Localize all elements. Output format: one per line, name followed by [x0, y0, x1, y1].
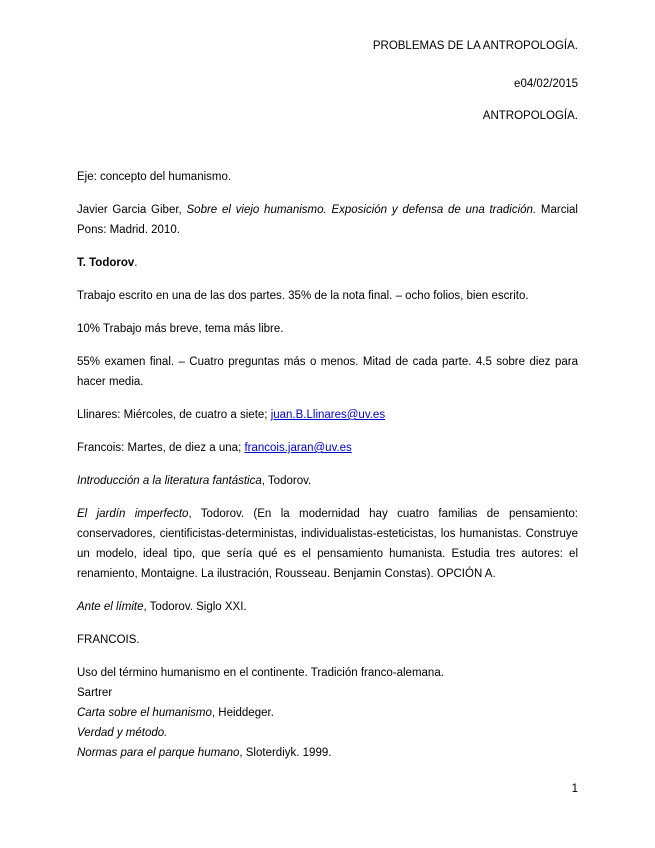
todorov-heading-text: T. Todorov: [77, 257, 135, 269]
header-subject: ANTROPOLOGÍA.: [482, 110, 578, 122]
llinares-contact: [77, 405, 578, 425]
carta-rest: , Heiddeger.: [211, 707, 274, 719]
todorov-heading: [77, 253, 578, 273]
todorov-heading-period: .: [134, 257, 138, 269]
verdad-title: Verdad y método.: [77, 727, 168, 739]
normas-parque-line: [77, 743, 578, 763]
carta-title: Carta sobre el humanismo: [77, 707, 212, 719]
header-title: PROBLEMAS DE LA ANTROPOLOGÍA.: [372, 40, 578, 52]
reference-garcia-giber: [77, 200, 578, 240]
document-body: [77, 167, 578, 763]
francois-heading: FRANCOIS.: [77, 634, 140, 646]
ante-rest: , Todorov. Siglo XXI.: [143, 601, 247, 613]
intro-rest: , Todorov.: [261, 475, 312, 487]
header-date: e04/02/2015: [514, 78, 578, 90]
jardin-title: El jardín imperfecto: [77, 508, 189, 520]
eje-paragraph: Eje: concepto del humanismo.: [77, 171, 232, 183]
francois-text: Francois: Martes, de diez a una;: [77, 442, 245, 454]
normas-rest: , Sloterdiyk. 1999.: [239, 747, 332, 759]
llinares-email-link[interactable]: juan.B.Llinares@uv.es: [270, 409, 386, 421]
intro-title: Introducción a la literatura fantástica: [77, 475, 262, 487]
page-number: 1: [571, 783, 578, 795]
jardin-rest: , Todorov. (En la modernidad hay cuatro familias de pensamiento: conservadores, cientificistas-deterministas, individualistas-esteticistas, los humanistas. Construye un modelo, ideal tipo, que sería qué es el pensamiento humanista. Estudia tres autores: el renamiento, Montaigne. La ilustración, Rousseau. Benjamin Constas). OPCIÓN A.: [77, 508, 578, 580]
francois-contact: [77, 438, 578, 458]
intro-literatura-reference: [77, 471, 578, 491]
sartrer-line: Sartrer: [77, 687, 113, 699]
llinares-text: Llinares: Miércoles, de cuatro a siete;: [77, 409, 271, 421]
francois-email-link[interactable]: francois.jaran@uv.es: [244, 442, 352, 454]
ref-author: Javier Garcia Giber,: [77, 204, 187, 216]
trabajo-paragraph: Trabajo escrito en una de las dos partes. 35% de la nota final. – ocho folios, bien escrito.: [77, 290, 529, 302]
jardin-imperfecto-paragraph: [77, 504, 578, 584]
ante-limite-reference: [77, 597, 578, 617]
examen-paragraph: 55% examen final. – Cuatro preguntas más o menos. Mitad de cada parte. 4.5 sobre diez para hacer media.: [77, 356, 578, 388]
ref-publisher: Marcial Pons: Madrid. 2010.: [77, 204, 578, 236]
trabajo-breve-paragraph: 10% Trabajo más breve, tema más libre.: [77, 323, 284, 335]
carta-humanismo-line: [77, 703, 578, 723]
ref-book-title: Sobre el viejo humanismo. Exposición y defensa de una tradición.: [186, 204, 537, 216]
verdad-metodo-line: [77, 723, 578, 743]
normas-title: Normas para el parque humano: [77, 747, 240, 759]
ante-title: Ante el límite: [77, 601, 144, 613]
uso-termino-line: Uso del término humanismo en el continente. Tradición franco-alemana.: [77, 667, 444, 679]
